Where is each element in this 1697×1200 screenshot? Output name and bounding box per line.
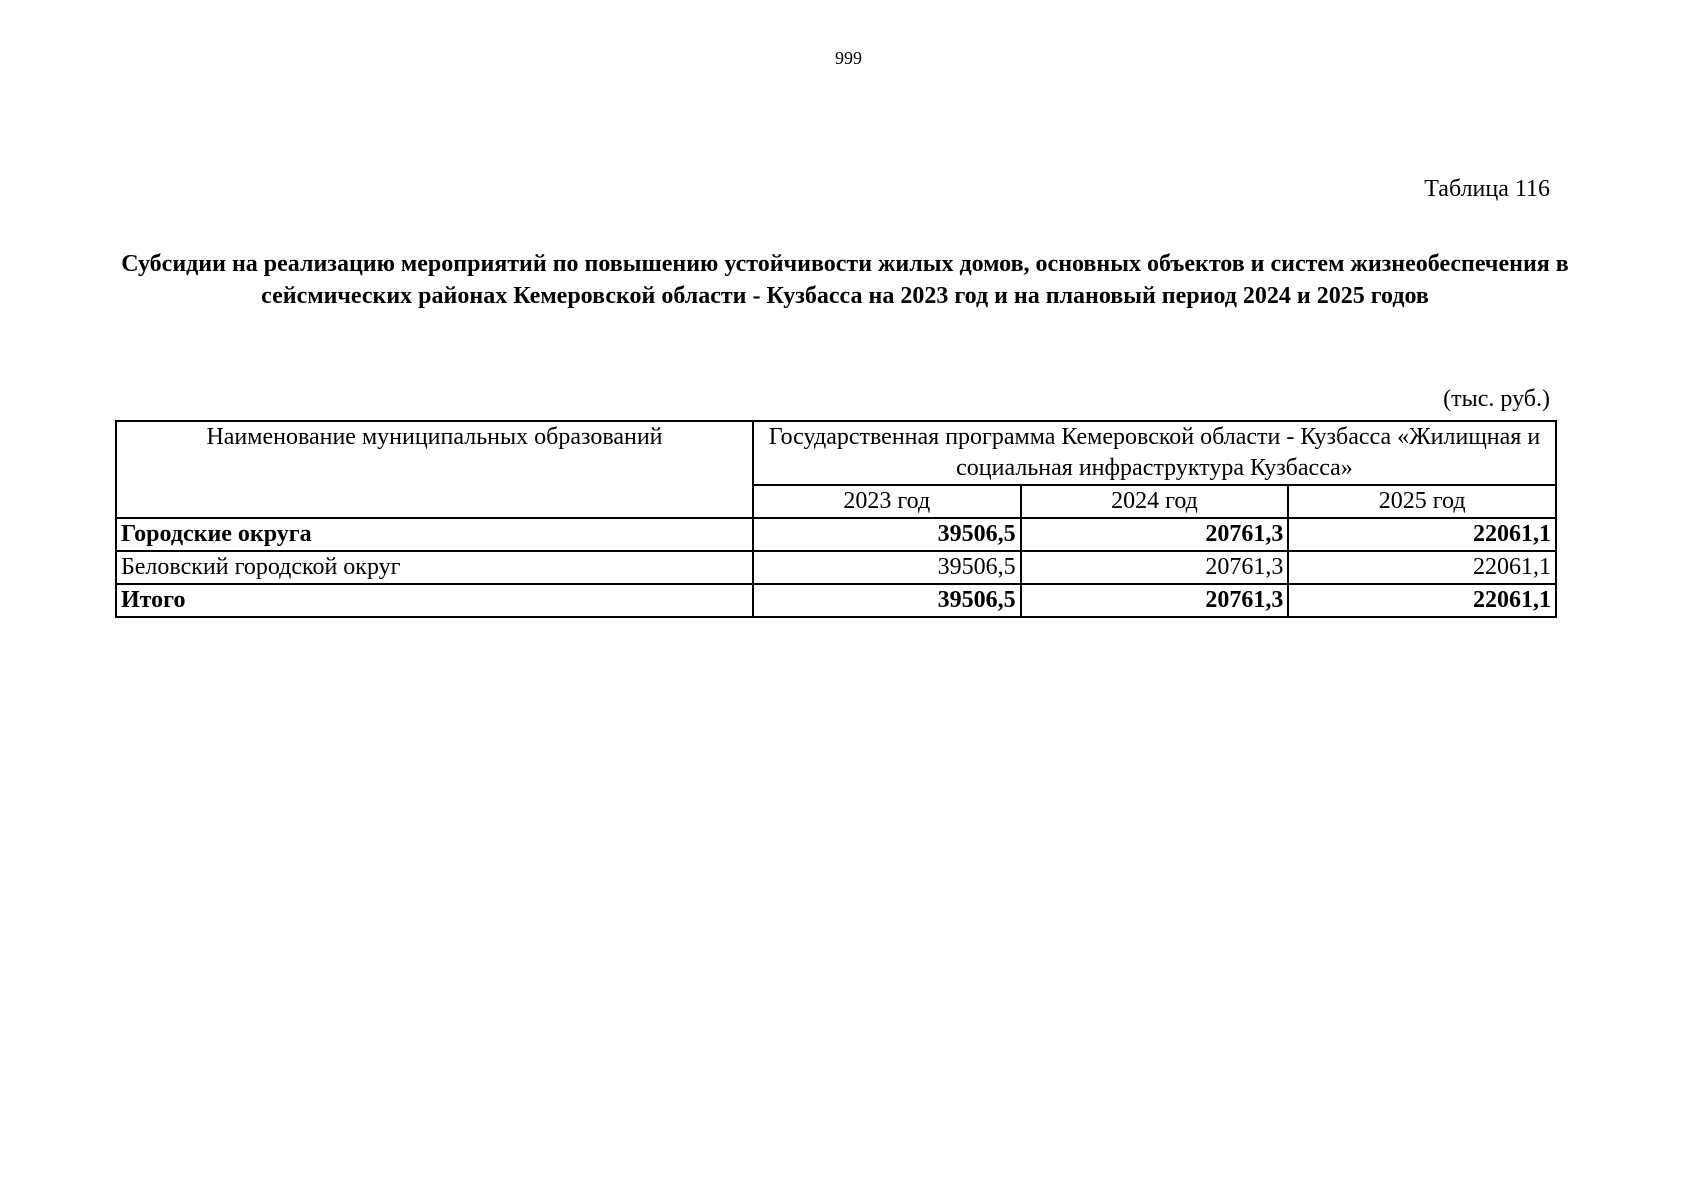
- row-value-2024: 20761,3: [1021, 551, 1289, 584]
- row-name: Итого: [116, 584, 753, 617]
- table-header-row: [116, 421, 1556, 485]
- table-row-city-districts: [116, 518, 1556, 551]
- table-number: Таблица 116: [1424, 176, 1550, 202]
- header-program: Государственная программа Кемеровской области - Кузбасса «Жилищная и социальная инфраструктура Кузбасса»: [753, 421, 1556, 485]
- row-value-2024: 20761,3: [1021, 584, 1289, 617]
- row-value-2025: 22061,1: [1288, 551, 1556, 584]
- row-value-2025: 22061,1: [1288, 518, 1556, 551]
- row-name: Беловский городской округ: [116, 551, 753, 584]
- header-year-2024: 2024 год: [1021, 485, 1289, 518]
- row-value-2023: 39506,5: [753, 551, 1021, 584]
- row-value-2024: 20761,3: [1021, 518, 1289, 551]
- header-year-2023: 2023 год: [753, 485, 1021, 518]
- row-name: Городские округа: [116, 518, 753, 551]
- header-municipality-name: Наименование муниципальных образований: [116, 421, 753, 518]
- table-row-total: [116, 584, 1556, 617]
- units-label: (тыс. руб.): [1443, 386, 1550, 412]
- page-number: 999: [835, 48, 862, 68]
- row-value-2023: 39506,5: [753, 518, 1021, 551]
- table-row-belovsky: [116, 551, 1556, 584]
- row-value-2023: 39506,5: [753, 584, 1021, 617]
- subsidies-table: [115, 420, 1557, 618]
- row-value-2025: 22061,1: [1288, 584, 1556, 617]
- document-title: Субсидии на реализацию мероприятий по повышению устойчивости жилых домов, основных объектов и систем жизнеобеспечения в сейсмических районах Кемеровской области - Кузбасса на 2023 год и на плановый период 2024 и 2025 годов: [121, 251, 1569, 309]
- header-year-2025: 2025 год: [1288, 485, 1556, 518]
